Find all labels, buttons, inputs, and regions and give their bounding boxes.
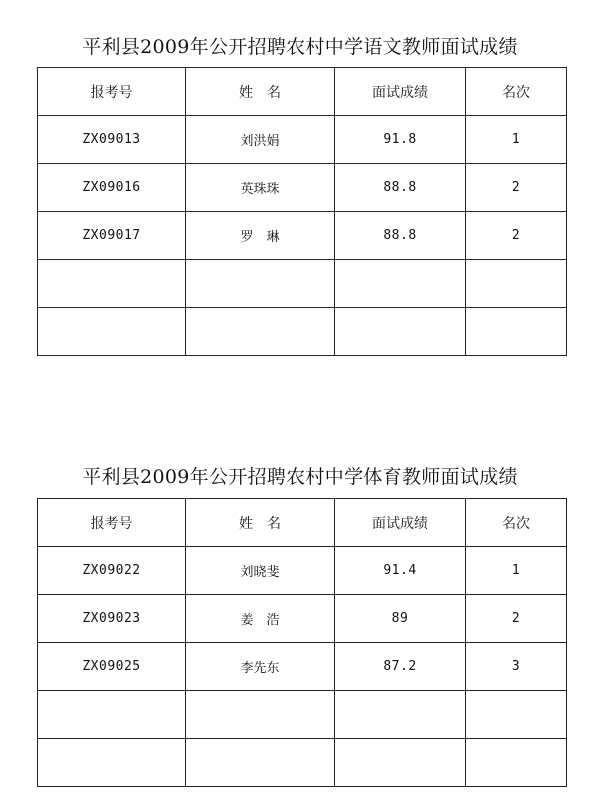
cell-exam-number: ZX09016: [38, 164, 186, 212]
header-exam-number: 报考号: [38, 68, 186, 116]
cell-name: 英珠珠: [186, 164, 335, 212]
cell-rank: [466, 739, 567, 787]
cell-rank: [466, 260, 567, 308]
cell-score: 87.2: [335, 643, 466, 691]
cell-exam-number: [38, 739, 186, 787]
cell-name: 刘晓斐: [186, 547, 335, 595]
cell-rank: [466, 308, 567, 356]
cell-name: 罗 琳: [186, 212, 335, 260]
table-row: [38, 164, 567, 212]
cell-score: 91.8: [335, 116, 466, 164]
table-title-chinese: 平利县2009年公开招聘农村中学语文教师面试成绩: [82, 36, 518, 58]
header-interview-score: 面试成绩: [335, 499, 466, 547]
cell-rank: 2: [466, 164, 567, 212]
cell-exam-number: ZX09013: [38, 116, 186, 164]
cell-score: [335, 308, 466, 356]
cell-exam-number: ZX09022: [38, 547, 186, 595]
cell-rank: 1: [466, 547, 567, 595]
cell-rank: 3: [466, 643, 567, 691]
cell-rank: [466, 691, 567, 739]
header-exam-number: 报考号: [38, 499, 186, 547]
cell-score: 91.4: [335, 547, 466, 595]
header-rank: 名次: [466, 499, 567, 547]
header-rank: 名次: [466, 68, 567, 116]
cell-exam-number: [38, 308, 186, 356]
cell-score: [335, 739, 466, 787]
cell-exam-number: ZX09017: [38, 212, 186, 260]
table-row-empty: [38, 260, 567, 308]
table-title-pe: 平利县2009年公开招聘农村中学体育教师面试成绩: [82, 466, 518, 488]
cell-name: [186, 691, 335, 739]
table-row-empty: [38, 691, 567, 739]
table-row-empty: [38, 308, 567, 356]
header-interview-score: 面试成绩: [335, 68, 466, 116]
cell-name: 姜 浩: [186, 595, 335, 643]
cell-name: [186, 739, 335, 787]
score-table-pe: [37, 498, 567, 787]
score-table-chinese: [37, 67, 567, 356]
cell-score: [335, 691, 466, 739]
cell-rank: 2: [466, 212, 567, 260]
cell-name: [186, 308, 335, 356]
cell-name: 刘洪娟: [186, 116, 335, 164]
header-name: 姓 名: [186, 68, 335, 116]
table-row: [38, 212, 567, 260]
cell-rank: 2: [466, 595, 567, 643]
table-header-row: [38, 68, 567, 116]
table-row: [38, 547, 567, 595]
cell-exam-number: ZX09025: [38, 643, 186, 691]
cell-score: 89: [335, 595, 466, 643]
cell-exam-number: ZX09023: [38, 595, 186, 643]
cell-score: 88.8: [335, 212, 466, 260]
table-row: [38, 116, 567, 164]
cell-exam-number: [38, 691, 186, 739]
cell-rank: 1: [466, 116, 567, 164]
cell-name: [186, 260, 335, 308]
table-row: [38, 595, 567, 643]
cell-score: 88.8: [335, 164, 466, 212]
table-row: [38, 643, 567, 691]
cell-score: [335, 260, 466, 308]
table-row-empty: [38, 739, 567, 787]
header-name: 姓 名: [186, 499, 335, 547]
table-header-row: [38, 499, 567, 547]
cell-name: 李先东: [186, 643, 335, 691]
cell-exam-number: [38, 260, 186, 308]
